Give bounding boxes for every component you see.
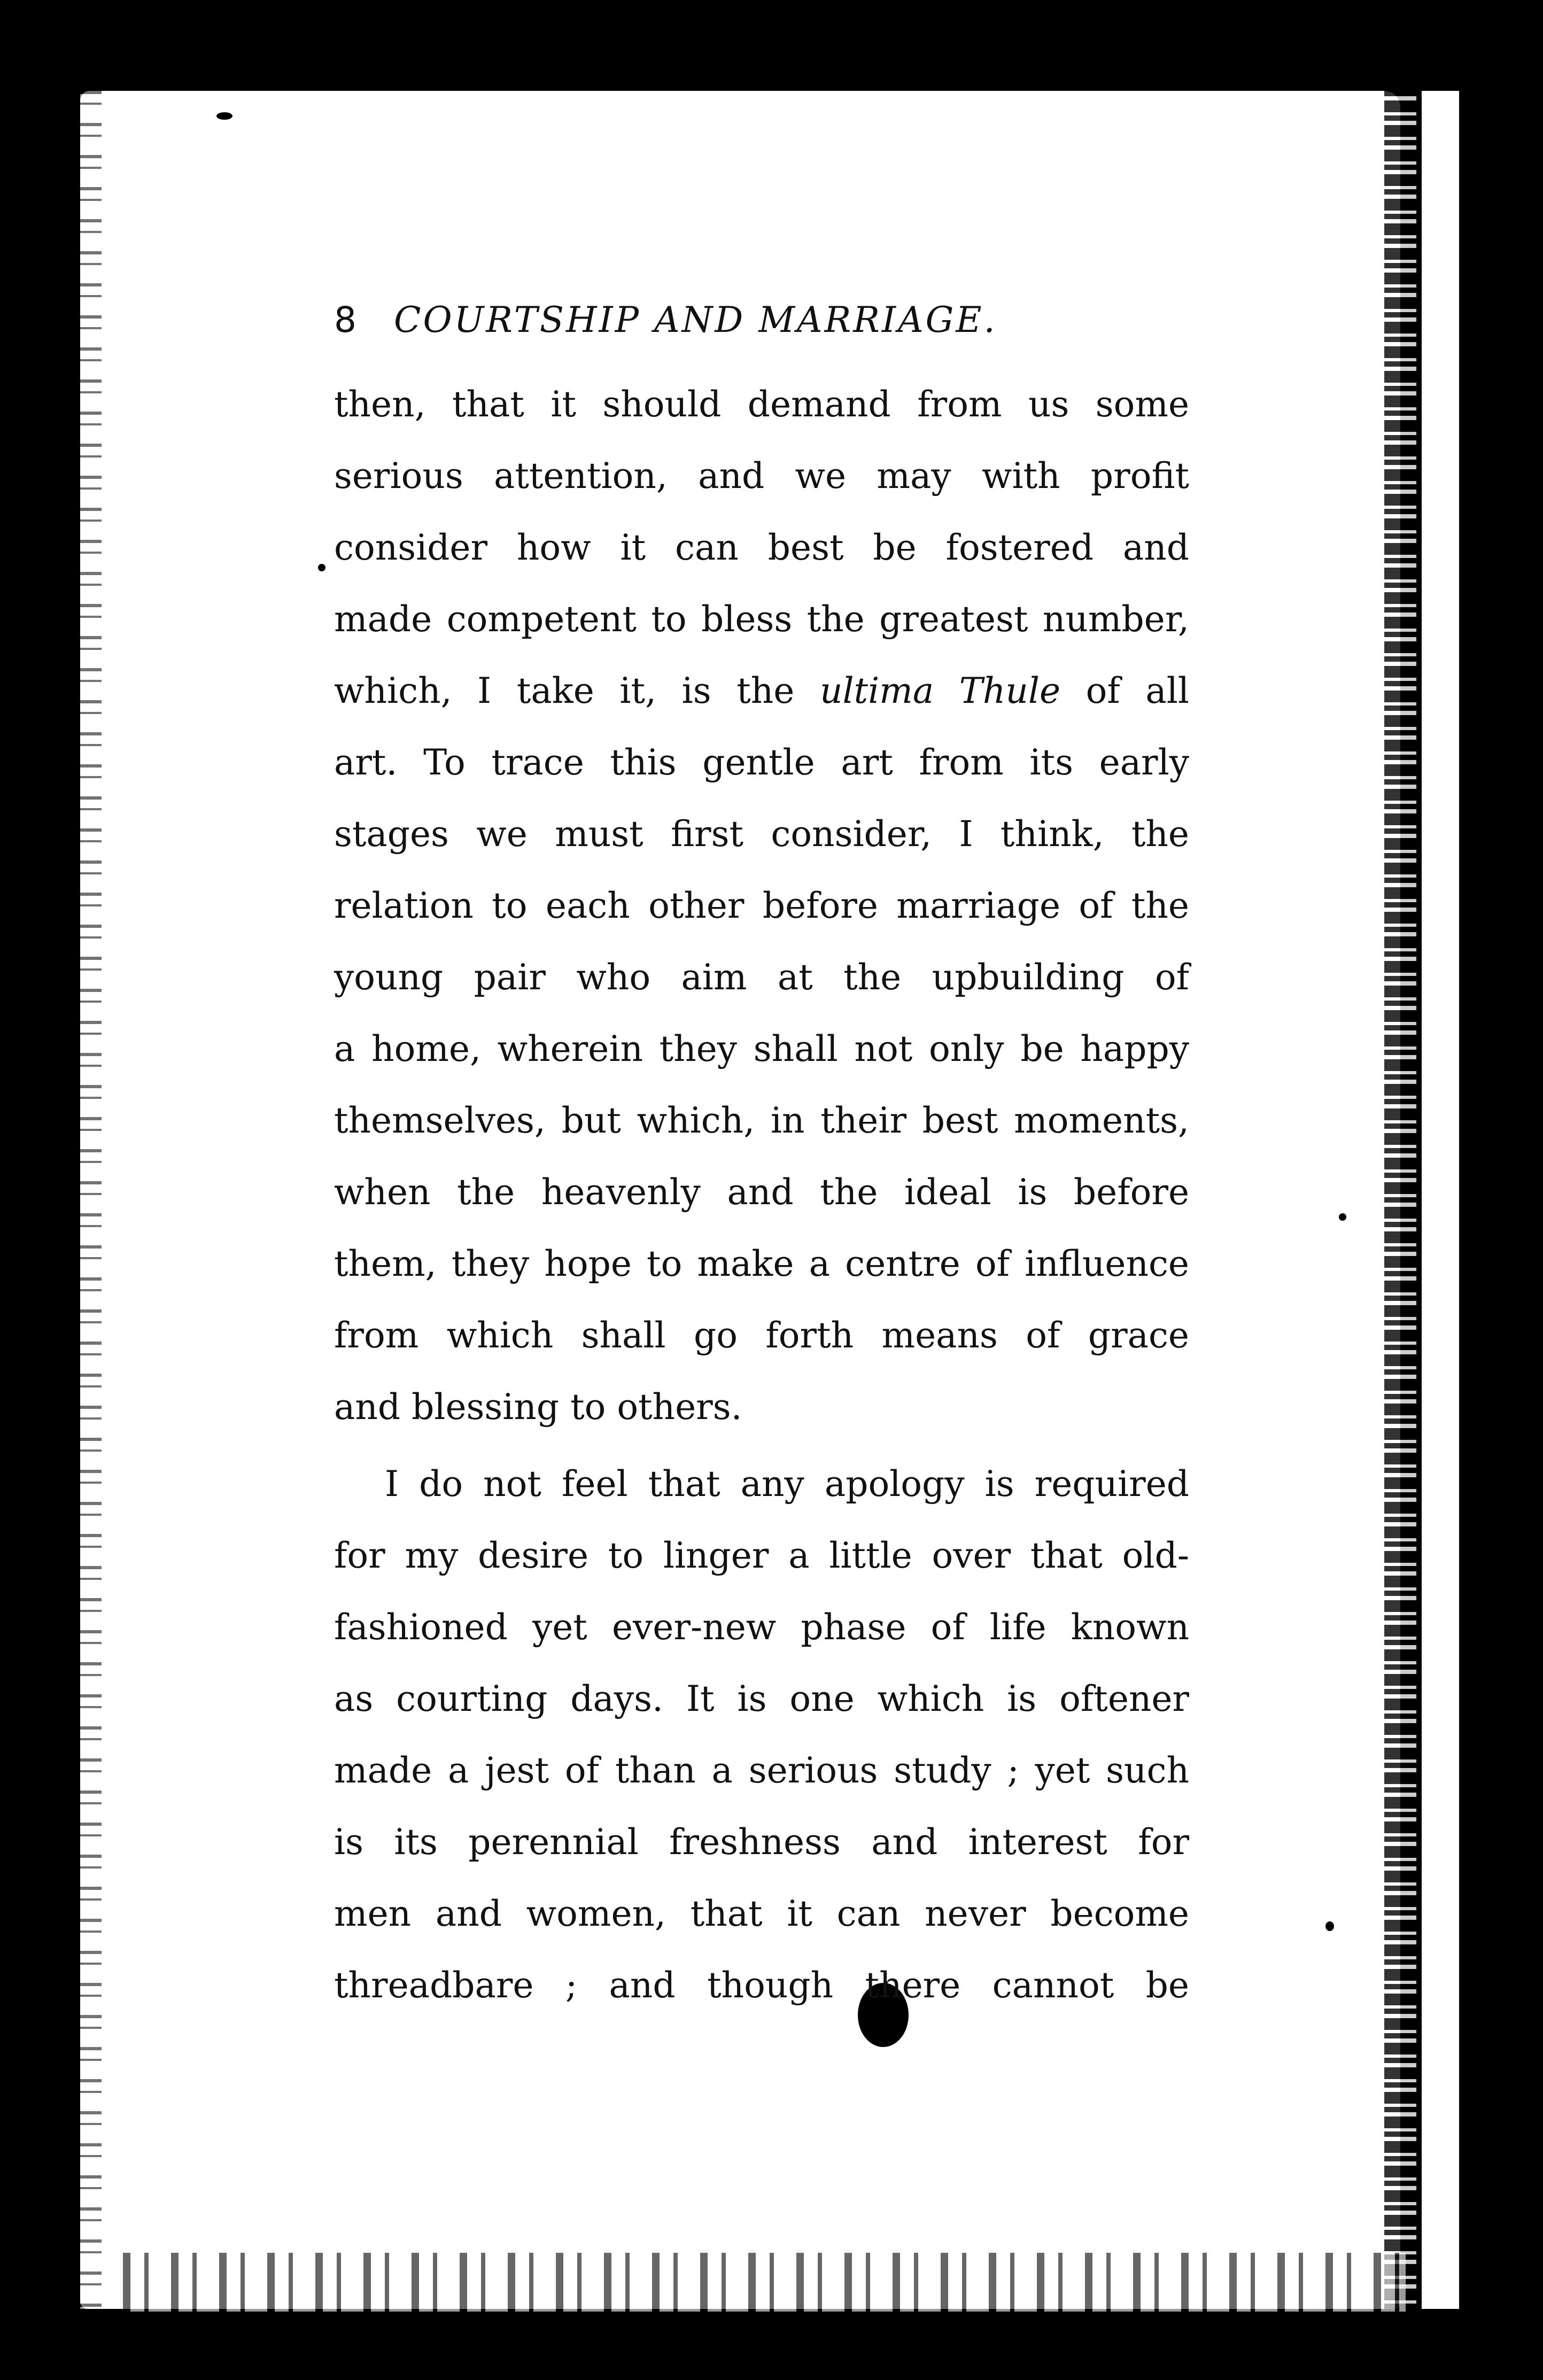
- text-line: is its perennial freshness and interest for: [334, 1821, 1189, 1863]
- text-line: made competent to bless the greatest number,: [334, 599, 1189, 640]
- text-line: young pair who aim at the upbuilding of: [334, 957, 1189, 998]
- text-line: as courting days. It is one which is oftener: [334, 1678, 1189, 1719]
- page-number: 8: [334, 299, 356, 340]
- left-torn-edge: [80, 91, 102, 2309]
- speck: [318, 564, 325, 571]
- text-line: themselves, but which, in their best moments,: [334, 1100, 1189, 1141]
- text-line: relation to each other before marriage of the: [334, 885, 1189, 926]
- text-line: when the heavenly and the ideal is before: [334, 1172, 1189, 1213]
- text-line: made a jest of than a serious study ; yet such: [334, 1750, 1189, 1791]
- paragraph-gap: [334, 1443, 1189, 1448]
- text-line: a home, wherein they shall not only be happy: [334, 1028, 1189, 1069]
- page-text: [334, 299, 1189, 2021]
- running-head: [334, 299, 1189, 347]
- paragraph-1: [334, 369, 1189, 1443]
- text-line: men and women, that it can never become: [334, 1893, 1189, 1934]
- bottom-torn-edge: [123, 2253, 1406, 2312]
- scan-background: [1462, 91, 1543, 2309]
- adjacent-page-strip: [1422, 91, 1459, 2309]
- italic-phrase: ultima Thule: [820, 670, 1061, 711]
- speck: [1339, 1213, 1346, 1221]
- text-line: stages we must first consider, I think, the: [334, 813, 1189, 855]
- text-line: serious attention, and we may with profit: [334, 455, 1189, 497]
- text-line: from which shall go forth means of grace: [334, 1315, 1189, 1356]
- text-line: which, I take it, is the ultima Thule of all: [334, 670, 1189, 711]
- text-line: I do not feel that any apology is required: [385, 1463, 1189, 1505]
- text-line: threadbare ; and though there cannot be: [334, 1965, 1189, 2006]
- text-line: fashioned yet ever-new phase of life known: [334, 1607, 1189, 1648]
- text-line: consider how it can best be fostered and: [334, 527, 1189, 568]
- speck: [216, 112, 232, 120]
- text-line: art. To trace this gentle art from its early: [334, 742, 1189, 783]
- text-line: for my desire to linger a little over that old-: [334, 1535, 1189, 1576]
- speck: [1325, 1921, 1334, 1931]
- paragraph-2: [334, 1448, 1189, 2021]
- running-title: COURTSHIP AND MARRIAGE.: [394, 299, 997, 340]
- text-line: and blessing to others.: [334, 1386, 742, 1428]
- text-line: then, that it should demand from us some: [334, 384, 1189, 425]
- text-line: them, they hope to make a centre of influence: [334, 1243, 1189, 1284]
- right-torn-edge: [1384, 91, 1416, 2309]
